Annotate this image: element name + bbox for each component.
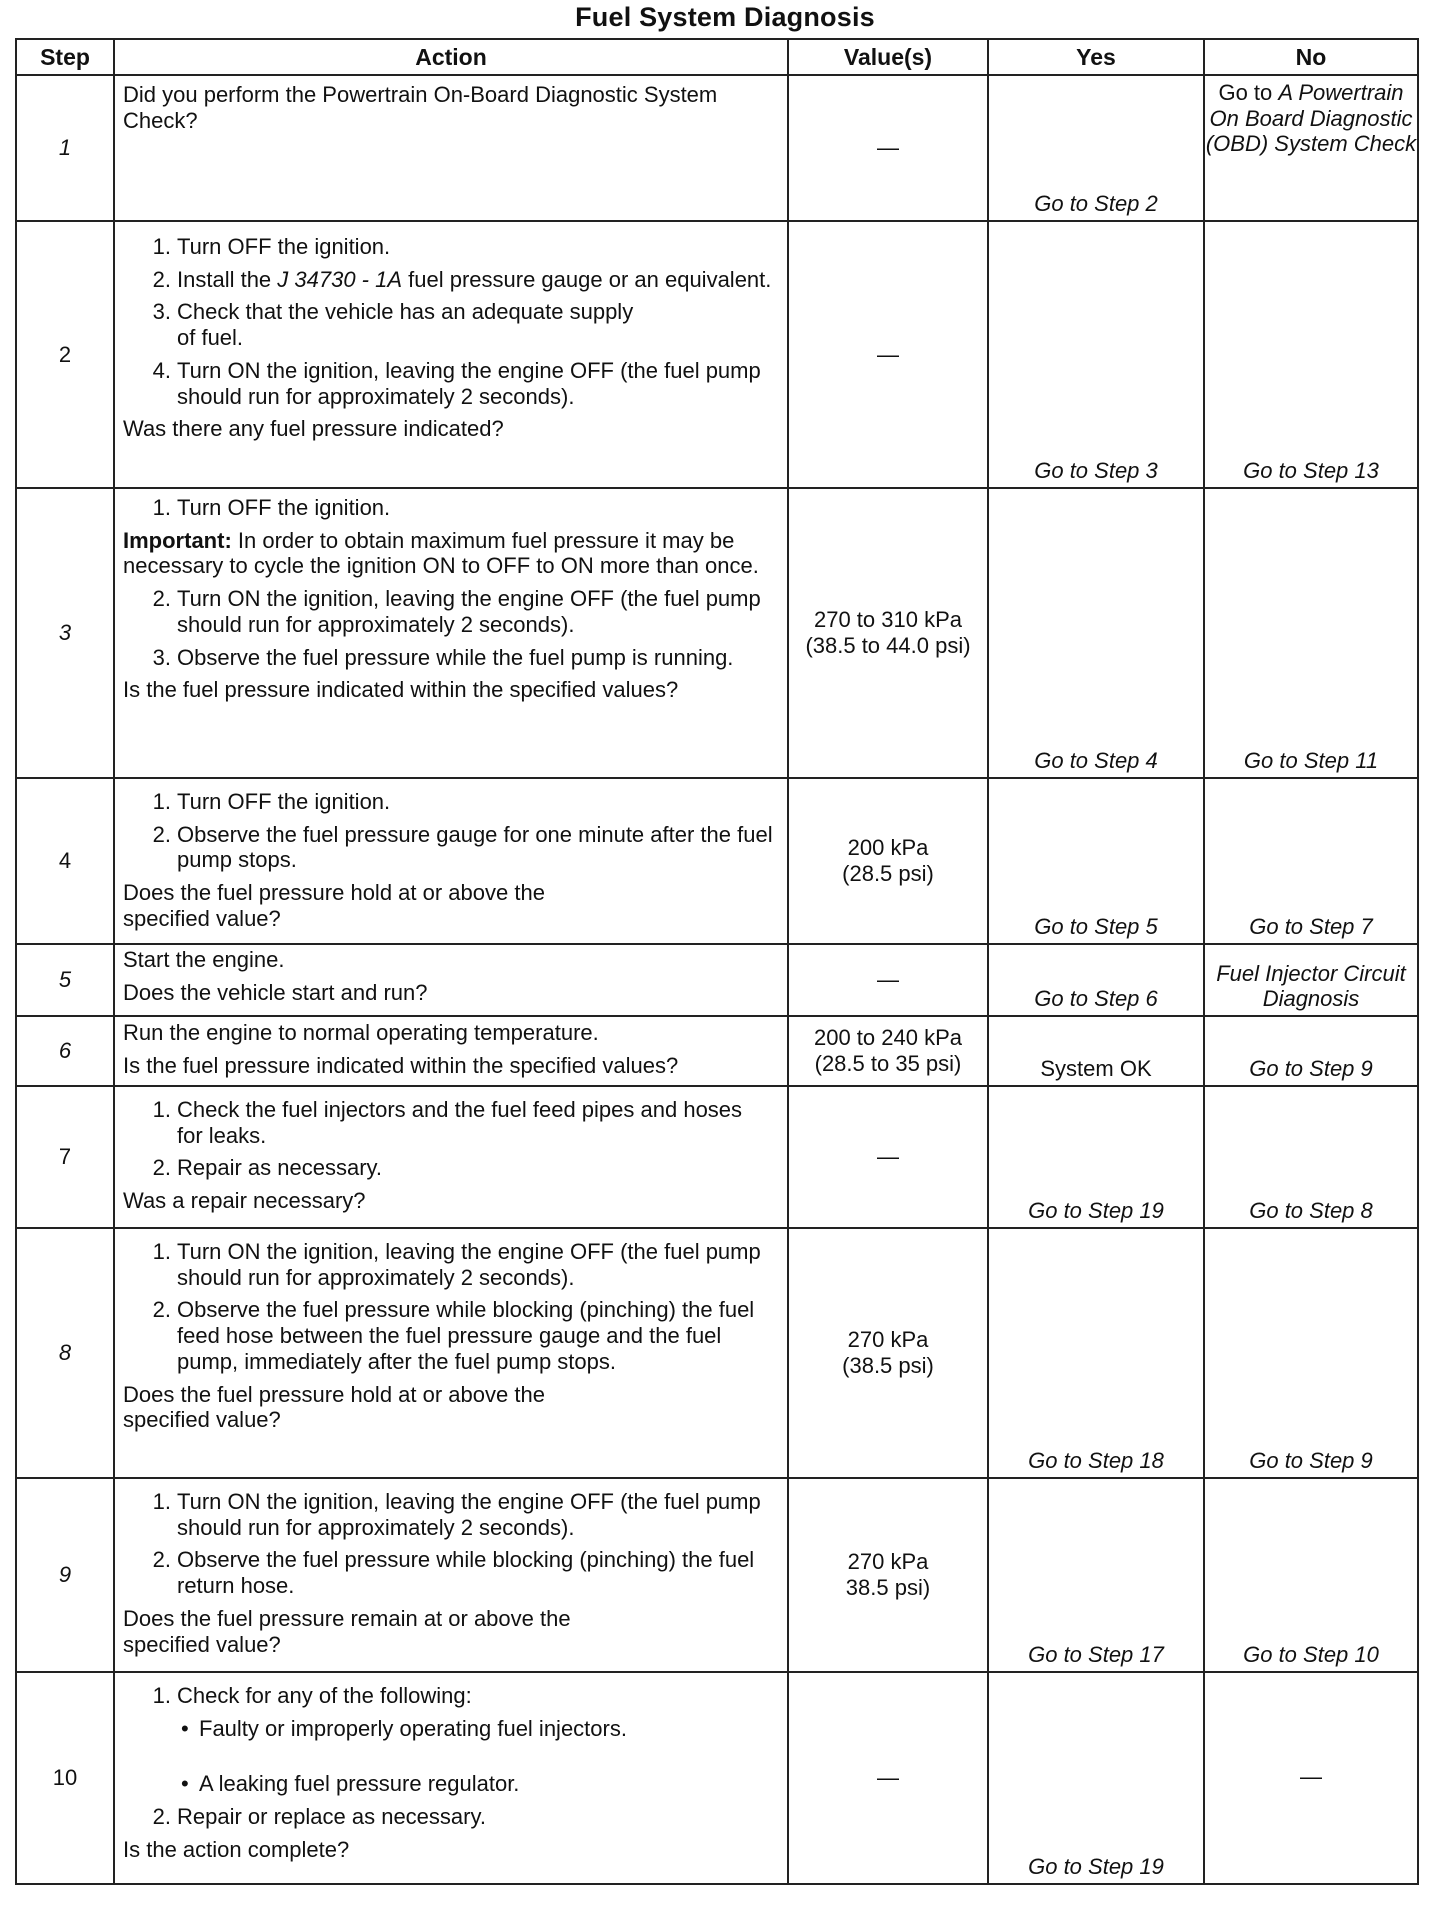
no-cell: Go to Step 13 — [1204, 221, 1418, 488]
action-question: Was there any fuel pressure indicated? — [123, 416, 504, 442]
step-number: 5 — [16, 944, 114, 1016]
list-item: 1. Turn OFF the ignition. — [152, 495, 391, 520]
action-question: Does the fuel pressure hold at or above the specified value? — [123, 880, 545, 931]
action-cell — [114, 488, 788, 778]
table-row — [16, 1672, 1418, 1884]
value-text: — — [877, 135, 899, 161]
action-cell — [114, 75, 788, 221]
important-note: Important: In order to obtain maximum fuel pressure it may be necessary to cycle the ignition ON to OFF to ON more than once. — [123, 527, 759, 579]
table-row — [16, 1086, 1418, 1228]
action-cell — [114, 221, 788, 488]
list-item: 1. Check the fuel injectors and the fuel feed pipes and hoses for leaks. — [152, 1097, 743, 1148]
step-number: 4 — [16, 778, 114, 944]
action-cell — [114, 1478, 788, 1672]
table-row — [16, 778, 1418, 944]
diagnosis-table — [15, 38, 1419, 1885]
value-cell: — — [788, 221, 988, 488]
yes-cell: Go to Step 6 — [988, 944, 1204, 1016]
header-values: Value(s) — [788, 39, 988, 75]
list-item: 1. Turn OFF the ignition. — [152, 234, 391, 259]
list-item: 3. Check that the vehicle has an adequate supply of fuel. — [152, 299, 634, 351]
page-title: Fuel System Diagnosis — [575, 2, 875, 32]
value-cell: 270 kPa 38.5 psi) — [788, 1478, 988, 1672]
step-number: 3 — [16, 488, 114, 778]
list-item: 2. Observe the fuel pressure gauge for one minute after the fuel pump stops. — [152, 821, 773, 873]
table-row — [16, 1016, 1418, 1086]
list-item: 1. Check for any of the following: — [152, 1683, 472, 1708]
no-cell: Go to Step 9 — [1204, 1016, 1418, 1086]
action-cell — [114, 944, 788, 1016]
no-cell: Go to Step 10 — [1204, 1478, 1418, 1672]
bullet-item: • Faulty or improperly operating fuel injectors. — [181, 1715, 627, 1741]
bullet-item: • A leaking fuel pressure regulator. — [181, 1771, 520, 1797]
list-item: 1. Turn OFF the ignition. — [152, 789, 391, 814]
list-item: 1. Turn ON the ignition, leaving the engine OFF (the fuel pump should run for approximately 2 seconds). — [152, 1489, 761, 1540]
table-row — [16, 1228, 1418, 1478]
header-no: No — [1204, 39, 1418, 75]
action-cell — [114, 1016, 788, 1086]
yes-cell: Go to Step 5 — [988, 778, 1204, 944]
step-number: 1 — [16, 75, 114, 221]
yes-cell: System OK — [988, 1016, 1204, 1086]
yes-cell: Go to Step 19 — [988, 1086, 1204, 1228]
table-row — [16, 75, 1418, 221]
no-cell: Go to Step 9 — [1204, 1228, 1418, 1478]
table-row — [16, 944, 1418, 1016]
list-item: 2. Observe the fuel pressure while blocking (pinching) the fuel return hose. — [152, 1547, 755, 1599]
action-question: Does the fuel pressure hold at or above the specified value? — [123, 1381, 545, 1433]
yes-cell: Go to Step 18 — [988, 1228, 1204, 1478]
action-question: Is the action complete? — [123, 1836, 350, 1862]
step-number: 7 — [16, 1086, 114, 1228]
action-question: Did you perform the Powertrain On-Board Diagnostic System Check? — [123, 82, 718, 133]
yes-text: Go to Step 2 — [1034, 191, 1158, 217]
list-item: 2. Turn ON the ignition, leaving the engine OFF (the fuel pump should run for approximately 2 seconds). — [152, 586, 761, 637]
step-number: 2 — [16, 221, 114, 488]
value-cell: 270 kPa (38.5 psi) — [788, 1228, 988, 1478]
yes-cell: Go to Step 17 — [988, 1478, 1204, 1672]
header-step: Step — [16, 39, 114, 75]
action-question: Is the fuel pressure indicated within the specified values? — [123, 677, 679, 703]
table-row — [16, 221, 1418, 488]
header-yes: Yes — [988, 39, 1204, 75]
value-cell: — — [788, 1086, 988, 1228]
list-item: 2. Install the J 34730 - 1A fuel pressure gauge or an equivalent. — [152, 266, 772, 292]
no-cell — [1204, 75, 1418, 221]
action-question: Does the fuel pressure remain at or above the specified value? — [123, 1605, 571, 1657]
table-row — [16, 1478, 1418, 1672]
action-cell — [114, 778, 788, 944]
list-item: 2. Repair or replace as necessary. — [152, 1804, 486, 1830]
yes-cell: Go to Step 19 — [988, 1672, 1204, 1884]
action-line: Run the engine to normal operating temperature. — [123, 1020, 599, 1045]
action-line: Start the engine. — [123, 947, 285, 972]
step-number: 6 — [16, 1016, 114, 1086]
table-row — [16, 488, 1418, 778]
header-action: Action — [114, 39, 788, 75]
value-cell: 200 kPa (28.5 psi) — [788, 778, 988, 944]
action-cell — [114, 1672, 788, 1884]
action-cell — [114, 1086, 788, 1228]
value-cell: 270 to 310 kPa (38.5 to 44.0 psi) — [788, 488, 988, 778]
list-item: 4. Turn ON the ignition, leaving the engine OFF (the fuel pump should run for approximately 2 seconds). — [152, 357, 761, 409]
value-cell: 200 to 240 kPa (28.5 to 35 psi) — [788, 1016, 988, 1086]
no-cell: Fuel Injector Circuit Diagnosis — [1204, 944, 1418, 1016]
no-cell: — — [1204, 1672, 1418, 1884]
no-cell: Go to Step 7 — [1204, 778, 1418, 944]
value-cell: — — [788, 1672, 988, 1884]
action-question: Is the fuel pressure indicated within the specified values? — [123, 1052, 679, 1078]
list-item: 1. Turn ON the ignition, leaving the engine OFF (the fuel pump should run for approximately 2 seconds). — [152, 1239, 761, 1290]
step-number: 9 — [16, 1478, 114, 1672]
yes-cell: Go to Step 4 — [988, 488, 1204, 778]
action-cell — [114, 1228, 788, 1478]
yes-cell: Go to Step 3 — [988, 221, 1204, 488]
list-item: 2. Observe the fuel pressure while blocking (pinching) the fuel feed hose between the fuel pressure gauge and the fuel pump, immediately after the fuel pump stops. — [152, 1297, 755, 1374]
action-question: Does the vehicle start and run? — [123, 979, 428, 1005]
action-question: Was a repair necessary? — [123, 1188, 366, 1214]
step-number: 8 — [16, 1228, 114, 1478]
value-cell: — — [788, 944, 988, 1016]
yes-cell — [988, 75, 1204, 221]
no-text: A Powertrain On Board Diagnostic (OBD) System Check — [1205, 80, 1417, 157]
list-item: 2. Repair as necessary. — [152, 1155, 383, 1181]
header-row — [16, 39, 1418, 75]
no-text-prefix: Go to — [1218, 80, 1279, 105]
step-number: 10 — [16, 1672, 114, 1884]
value-cell — [788, 75, 988, 221]
no-cell: Go to Step 8 — [1204, 1086, 1418, 1228]
no-cell: Go to Step 11 — [1204, 488, 1418, 778]
list-item: 3. Observe the fuel pressure while the fuel pump is running. — [152, 644, 734, 670]
